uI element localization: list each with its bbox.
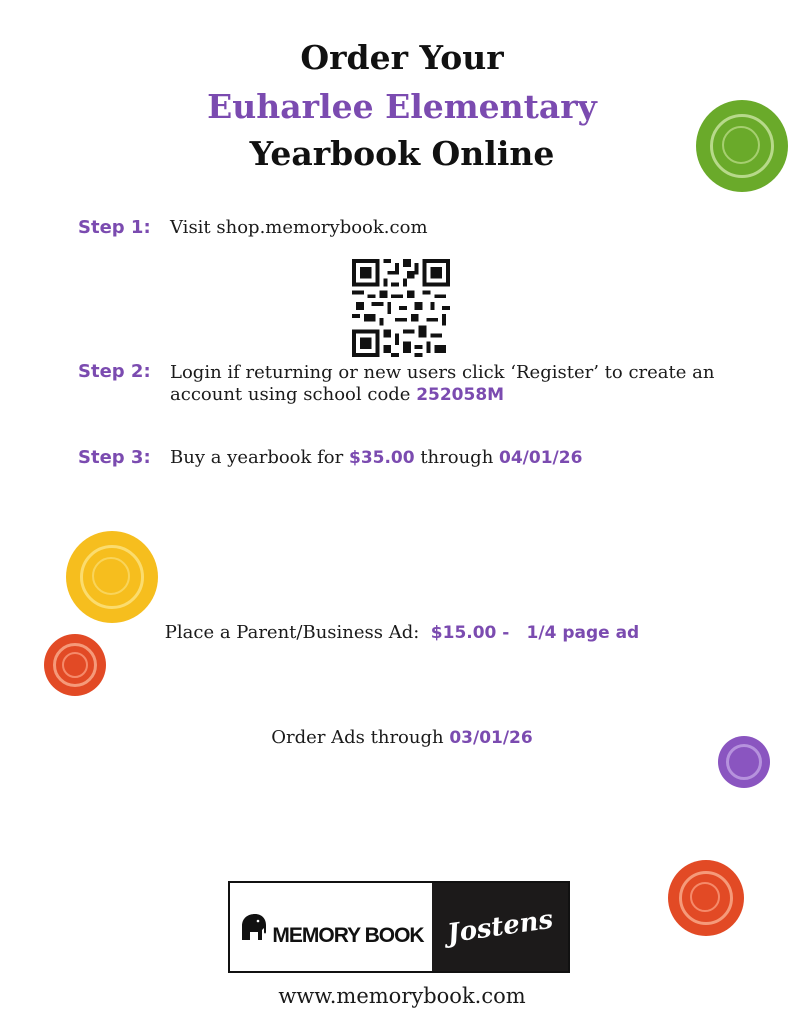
title-yearbook-online: Yearbook Online [249, 134, 555, 173]
memory-book-text: MEMORY BOOK [272, 924, 424, 947]
ad-deadline-line [0, 727, 804, 748]
school-code: 252058M [416, 385, 505, 405]
jostens-logo [432, 883, 568, 971]
ad-size: 1/4 page ad [526, 623, 640, 643]
step-2-text [170, 362, 714, 406]
elephant-icon [238, 910, 268, 944]
step-3-text-b: through [414, 447, 500, 468]
step-2-label: Step 2: [78, 361, 151, 382]
ad-line [0, 622, 804, 643]
yellow-circle-decoration [66, 531, 158, 623]
ad-deadline-date: 03/01/26 [449, 728, 533, 748]
qr-code-icon[interactable] [352, 259, 450, 357]
step-1-text: Visit shop.memorybook.com [170, 217, 428, 238]
yearbook-deadline: 04/01/26 [499, 448, 583, 468]
step-3-text-a: Buy a yearbook for [170, 447, 349, 468]
step-1-label: Step 1: [78, 217, 151, 238]
step-3-text [170, 447, 582, 469]
green-circle-decoration [696, 100, 788, 192]
step-3-label: Step 3: [78, 447, 151, 468]
red-circle-decoration-left [44, 634, 106, 696]
ad-deadline-text: Order Ads through [271, 727, 450, 748]
red-circle-decoration-right [668, 860, 744, 936]
yearbook-price: $35.00 [348, 448, 415, 468]
title-order-your: Order Your [300, 38, 504, 77]
title-school-name: Euharlee Elementary [207, 87, 597, 126]
jostens-text: Jostens [445, 904, 555, 950]
footer-url[interactable]: www.memorybook.com [278, 984, 526, 1008]
step-2-line2-text: account using school code [170, 384, 417, 405]
ad-price: $15.00 - [430, 623, 510, 643]
ad-text: Place a Parent/Business Ad: [164, 622, 426, 643]
step-2-line1: Login if returning or new users click ‘Register’ to create an [170, 362, 715, 383]
memory-book-logo [230, 883, 432, 971]
logo-banner [228, 881, 570, 973]
step-2-line2 [170, 384, 714, 406]
